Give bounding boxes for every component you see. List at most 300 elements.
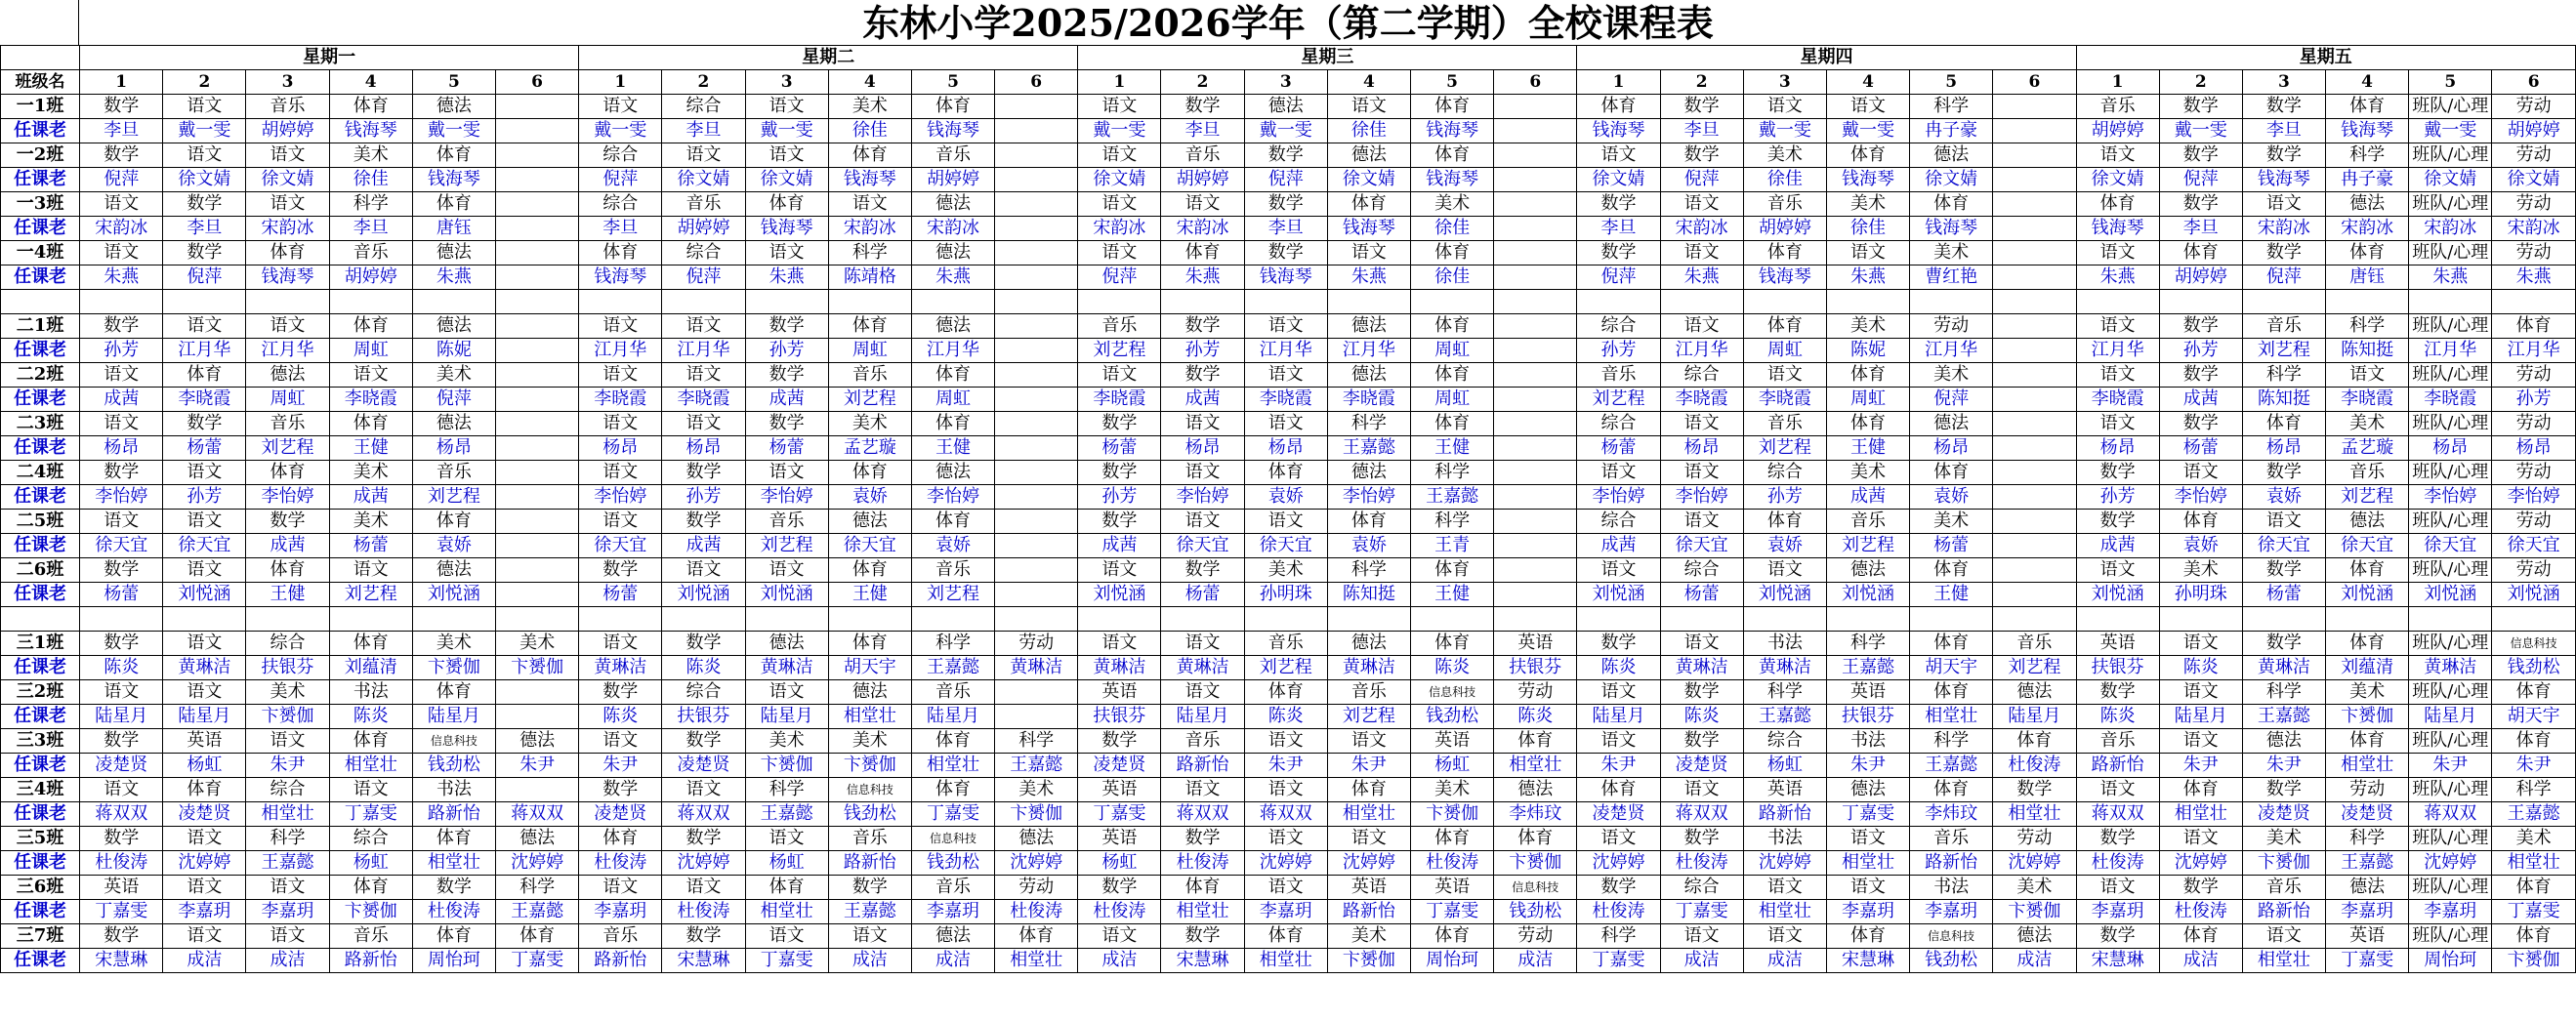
subject-cell: 数学 (1660, 680, 1743, 705)
subject-cell: 数学 (1660, 143, 1743, 168)
teacher-cell: 成茜 (1826, 485, 1909, 510)
blank-cell (1161, 290, 1244, 314)
teacher-cell: 蒋双双 (80, 802, 163, 827)
subject-cell: 体育 (329, 729, 412, 754)
teacher-cell: 凌楚贤 (80, 754, 163, 778)
class-name: 三5班 (1, 827, 80, 851)
teacher-cell: 卞赟伽 (1411, 802, 1494, 827)
subject-cell: 数学 (2242, 95, 2325, 119)
subject-cell: 语文 (579, 510, 662, 534)
subject-row (1, 95, 2576, 119)
subject-cell (1494, 95, 1577, 119)
class-name: 一1班 (1, 95, 80, 119)
subject-cell: 美术 (2326, 680, 2409, 705)
teacher-cell: 倪萍 (1078, 265, 1161, 290)
subject-cell (495, 143, 578, 168)
teacher-cell: 李晓霞 (662, 388, 745, 412)
teacher-cell: 江月华 (1660, 339, 1743, 363)
teacher-cell (995, 339, 1078, 363)
teacher-cell: 朱燕 (80, 265, 163, 290)
subject-cell: 体育 (329, 314, 412, 339)
subject-cell: 德法 (1327, 143, 1410, 168)
teacher-cell: 杨昂 (662, 436, 745, 461)
subject-cell: 德法 (412, 241, 495, 265)
teacher-cell: 徐天宜 (579, 534, 662, 558)
subject-cell: 书法 (1743, 827, 1826, 851)
period-number: 6 (1494, 70, 1577, 95)
subject-cell: 体育 (329, 632, 412, 656)
blank-cell (745, 607, 828, 632)
teacher-cell: 王健 (911, 436, 994, 461)
subject-cell: 音乐 (1910, 827, 1993, 851)
teacher-cell: 钱劲松 (2492, 656, 2576, 680)
period-number: 3 (1244, 70, 1327, 95)
subject-cell: 英语 (1826, 680, 1909, 705)
teacher-cell: 成茜 (2076, 534, 2159, 558)
blank-cell (1078, 607, 1161, 632)
subject-cell: 体育 (1327, 192, 1410, 217)
subject-cell: 音乐 (911, 680, 994, 705)
subject-cell: 科学 (1577, 924, 1660, 949)
subject-cell: 劳动 (2492, 412, 2576, 436)
teacher-cell: 成洁 (911, 949, 994, 973)
subject-cell: 语文 (1161, 192, 1244, 217)
teacher-cell: 刘艺程 (1078, 339, 1161, 363)
teacher-cell: 王嘉懿 (911, 656, 994, 680)
subject-cell: 数学 (2076, 510, 2159, 534)
teacher-cell: 李嘉玥 (1910, 900, 1993, 924)
teacher-cell: 李晓霞 (1743, 388, 1826, 412)
teacher-cell: 宋韵冰 (2409, 217, 2492, 241)
subject-cell: 语文 (1660, 461, 1743, 485)
subject-cell: 语文 (1743, 558, 1826, 583)
subject-cell: 语文 (1327, 241, 1410, 265)
class-name: 三1班 (1, 632, 80, 656)
subject-row (1, 778, 2576, 802)
subject-cell: 体育 (2492, 680, 2576, 705)
subject-cell: 语文 (246, 924, 329, 949)
teacher-cell (495, 436, 578, 461)
teacher-cell: 宋韵冰 (1660, 217, 1743, 241)
subject-cell: 德法 (412, 558, 495, 583)
teacher-cell (1494, 119, 1577, 143)
subject-cell: 英语 (163, 729, 246, 754)
teacher-cell: 王健 (1411, 583, 1494, 607)
subject-cell: 语文 (2242, 924, 2325, 949)
teacher-cell: 成洁 (1993, 949, 2076, 973)
teacher-cell: 钱劲松 (1494, 900, 1577, 924)
blank-cell (1826, 290, 1909, 314)
teacher-row (1, 217, 2576, 241)
blank-cell (1577, 607, 1660, 632)
subject-cell: 体育 (246, 241, 329, 265)
teacher-cell: 杨虹 (1743, 754, 1826, 778)
teacher-cell: 徐文婧 (1078, 168, 1161, 192)
teacher-cell: 倪萍 (1910, 388, 1993, 412)
teacher-cell: 李旦 (1577, 217, 1660, 241)
teacher-cell: 朱燕 (412, 265, 495, 290)
subject-cell: 班队/心理 (2409, 314, 2492, 339)
blank-cell (1411, 607, 1494, 632)
subject-cell: 美术 (1993, 876, 2076, 900)
subject-cell: 综合 (579, 143, 662, 168)
teacher-cell: 徐佳 (329, 168, 412, 192)
teacher-cell: 朱尹 (1327, 754, 1410, 778)
subject-cell: 数学 (1244, 241, 1327, 265)
teacher-cell: 杨虹 (745, 851, 828, 876)
teacher-cell (1993, 583, 2076, 607)
subject-cell: 数学 (662, 924, 745, 949)
subject-cell: 体育 (1910, 192, 1993, 217)
subject-cell: 数学 (1244, 143, 1327, 168)
blank-cell (1, 290, 80, 314)
blank-separator-row (1, 607, 2576, 632)
blank-cell (1660, 607, 1743, 632)
teacher-cell: 李嘉玥 (911, 900, 994, 924)
subject-cell: 语文 (246, 876, 329, 900)
teacher-cell: 蒋双双 (495, 802, 578, 827)
subject-cell: 德法 (1826, 778, 1909, 802)
subject-cell: 数学 (2242, 461, 2325, 485)
subject-cell (995, 241, 1078, 265)
subject-cell: 数学 (2076, 827, 2159, 851)
teacher-cell: 王嘉懿 (828, 900, 911, 924)
teacher-label: 任课老 (1, 534, 80, 558)
teacher-cell: 刘艺程 (1743, 436, 1826, 461)
subject-row (1, 632, 2576, 656)
teacher-cell: 朱燕 (911, 265, 994, 290)
subject-cell: 音乐 (2326, 461, 2409, 485)
teacher-cell: 钱劲松 (1910, 949, 1993, 973)
subject-cell: 体育 (911, 363, 994, 388)
subject-cell: 体育 (1577, 778, 1660, 802)
subject-row (1, 192, 2576, 217)
teacher-cell: 李嘉玥 (579, 900, 662, 924)
teacher-cell: 杨蕾 (1660, 583, 1743, 607)
blank-cell (1, 607, 80, 632)
teacher-cell: 戴一雯 (2409, 119, 2492, 143)
teacher-cell: 刘艺程 (1577, 388, 1660, 412)
teacher-cell (995, 583, 1078, 607)
teacher-cell: 倪萍 (80, 168, 163, 192)
teacher-cell: 朱尹 (246, 754, 329, 778)
teacher-cell: 宋韵冰 (1078, 217, 1161, 241)
subject-cell: 德法 (2326, 192, 2409, 217)
day-header: 星期五 (2076, 46, 2576, 70)
subject-cell: 体育 (1743, 314, 1826, 339)
subject-cell: 语文 (2076, 412, 2159, 436)
teacher-cell: 杨昂 (579, 436, 662, 461)
subject-cell: 美术 (1910, 510, 1993, 534)
subject-cell: 音乐 (2076, 729, 2159, 754)
subject-cell: 语文 (579, 876, 662, 900)
blank-cell (1660, 290, 1743, 314)
subject-cell (495, 95, 578, 119)
subject-cell: 科学 (1910, 95, 1993, 119)
day-header: 星期四 (1577, 46, 2076, 70)
subject-cell: 数学 (2076, 461, 2159, 485)
teacher-cell: 宋韵冰 (828, 217, 911, 241)
teacher-cell: 杨蕾 (745, 436, 828, 461)
subject-cell: 数学 (2242, 143, 2325, 168)
teacher-cell: 丁嘉雯 (1826, 802, 1909, 827)
teacher-cell: 路新怡 (579, 949, 662, 973)
teacher-cell: 陈知挺 (2326, 339, 2409, 363)
subject-cell: 美术 (2159, 558, 2242, 583)
teacher-cell: 唐钰 (412, 217, 495, 241)
subject-cell (1993, 143, 2076, 168)
blank-cell (1244, 607, 1327, 632)
subject-cell: 体育 (412, 827, 495, 851)
teacher-cell: 徐天宜 (2242, 534, 2325, 558)
subject-cell: 综合 (662, 95, 745, 119)
blank-cell (828, 290, 911, 314)
teacher-cell (495, 388, 578, 412)
period-number: 4 (1826, 70, 1909, 95)
period-number: 4 (1327, 70, 1410, 95)
teacher-label: 任课老 (1, 705, 80, 729)
subject-cell: 德法 (246, 363, 329, 388)
teacher-cell: 陈炎 (2076, 705, 2159, 729)
teacher-cell: 陈炎 (1577, 656, 1660, 680)
subject-cell: 语文 (745, 680, 828, 705)
subject-cell: 美术 (495, 632, 578, 656)
teacher-cell: 孙芳 (80, 339, 163, 363)
teacher-cell: 徐天宜 (1660, 534, 1743, 558)
blank-cell (579, 607, 662, 632)
subject-cell: 数学 (1078, 729, 1161, 754)
teacher-cell: 成茜 (80, 388, 163, 412)
subject-cell: 体育 (995, 924, 1078, 949)
teacher-label: 任课老 (1, 802, 80, 827)
teacher-cell: 黄琳洁 (579, 656, 662, 680)
teacher-cell: 宋韵冰 (2242, 217, 2325, 241)
teacher-cell (1494, 388, 1577, 412)
subject-cell (995, 558, 1078, 583)
subject-cell: 数学 (1161, 827, 1244, 851)
teacher-cell: 丁嘉雯 (329, 802, 412, 827)
teacher-cell: 杨昂 (1660, 436, 1743, 461)
teacher-cell: 王嘉懿 (1411, 485, 1494, 510)
subject-cell: 数学 (662, 729, 745, 754)
subject-cell (995, 680, 1078, 705)
subject-cell: 劳动 (2492, 461, 2576, 485)
subject-cell: 语文 (1078, 924, 1161, 949)
subject-cell: 信息科技 (1910, 924, 1993, 949)
subject-cell: 数学 (662, 827, 745, 851)
period-number: 5 (1910, 70, 1993, 95)
teacher-cell: 周怡珂 (1411, 949, 1494, 973)
teacher-cell: 朱燕 (1826, 265, 1909, 290)
subject-cell: 语文 (1577, 729, 1660, 754)
class-name: 一4班 (1, 241, 80, 265)
subject-cell: 体育 (2492, 924, 2576, 949)
subject-cell: 科学 (1327, 558, 1410, 583)
teacher-cell: 徐文婧 (1577, 168, 1660, 192)
subject-cell: 美术 (1244, 558, 1327, 583)
teacher-cell: 成茜 (662, 534, 745, 558)
blank-cell (2159, 290, 2242, 314)
subject-cell: 美术 (828, 729, 911, 754)
subject-cell: 劳动 (2492, 143, 2576, 168)
teacher-cell (995, 388, 1078, 412)
teacher-cell: 丁嘉雯 (80, 900, 163, 924)
subject-cell: 数学 (2159, 314, 2242, 339)
subject-cell: 班队/心理 (2409, 192, 2492, 217)
teacher-cell: 孟艺璇 (2326, 436, 2409, 461)
teacher-cell (1494, 534, 1577, 558)
period-number: 4 (2326, 70, 2409, 95)
teacher-cell: 杨昂 (2242, 436, 2325, 461)
subject-cell (1993, 363, 2076, 388)
teacher-cell (995, 119, 1078, 143)
teacher-cell: 倪萍 (1577, 265, 1660, 290)
subject-cell (1993, 192, 2076, 217)
teacher-cell: 王嘉懿 (995, 754, 1078, 778)
teacher-label: 任课老 (1, 949, 80, 973)
teacher-cell: 江月华 (2076, 339, 2159, 363)
subject-cell: 语文 (1161, 412, 1244, 436)
teacher-cell: 李旦 (1660, 119, 1743, 143)
teacher-cell: 王嘉懿 (1327, 436, 1410, 461)
subject-cell: 美术 (246, 680, 329, 705)
teacher-cell: 相堂壮 (2242, 949, 2325, 973)
subject-cell: 体育 (1411, 632, 1494, 656)
blank-cell (163, 290, 246, 314)
teacher-cell (495, 217, 578, 241)
subject-cell: 音乐 (745, 510, 828, 534)
teacher-cell: 杨昂 (80, 436, 163, 461)
teacher-cell: 丁嘉雯 (2492, 900, 2576, 924)
teacher-cell: 蒋双双 (1244, 802, 1327, 827)
subject-cell: 语文 (1244, 876, 1327, 900)
teacher-cell: 刘悦涵 (2326, 583, 2409, 607)
teacher-cell (1993, 168, 2076, 192)
subject-cell: 英语 (1411, 876, 1494, 900)
teacher-cell: 杜俊涛 (1078, 900, 1161, 924)
teacher-cell: 冉子豪 (2326, 168, 2409, 192)
teacher-cell: 戴一雯 (1743, 119, 1826, 143)
teacher-cell: 扶银芬 (1494, 656, 1577, 680)
teacher-cell: 袁娇 (2159, 534, 2242, 558)
subject-cell: 音乐 (1161, 143, 1244, 168)
subject-cell: 语文 (1577, 461, 1660, 485)
teacher-cell (1494, 583, 1577, 607)
teacher-cell: 朱燕 (2076, 265, 2159, 290)
teacher-row (1, 119, 2576, 143)
subject-cell (1494, 314, 1577, 339)
teacher-cell: 江月华 (579, 339, 662, 363)
subject-cell: 体育 (828, 143, 911, 168)
subject-cell: 体育 (2492, 729, 2576, 754)
teacher-cell: 李怡婷 (1660, 485, 1743, 510)
class-name: 二3班 (1, 412, 80, 436)
subject-cell: 美术 (2492, 827, 2576, 851)
subject-cell (495, 412, 578, 436)
subject-cell: 体育 (2326, 558, 2409, 583)
teacher-cell: 孙芳 (163, 485, 246, 510)
subject-cell: 信息科技 (1494, 876, 1577, 900)
subject-cell: 数学 (1078, 510, 1161, 534)
teacher-cell: 周虹 (329, 339, 412, 363)
teacher-cell: 钱劲松 (911, 851, 994, 876)
teacher-cell: 卞赟伽 (745, 754, 828, 778)
subject-cell: 班队/心理 (2409, 412, 2492, 436)
teacher-cell: 李嘉玥 (2326, 900, 2409, 924)
teacher-cell: 倪萍 (1660, 168, 1743, 192)
subject-cell: 科学 (911, 632, 994, 656)
subject-cell: 语文 (662, 314, 745, 339)
subject-cell (995, 192, 1078, 217)
subject-cell: 数学 (2242, 241, 2325, 265)
class-name: 一3班 (1, 192, 80, 217)
teacher-cell: 钱海琴 (579, 265, 662, 290)
blank-cell (2409, 607, 2492, 632)
period-number: 1 (1078, 70, 1161, 95)
teacher-cell: 李旦 (329, 217, 412, 241)
teacher-row (1, 168, 2576, 192)
teacher-cell: 宋韵冰 (246, 217, 329, 241)
teacher-label: 任课老 (1, 217, 80, 241)
teacher-cell: 蒋双双 (2409, 802, 2492, 827)
teacher-label: 任课老 (1, 388, 80, 412)
teacher-cell: 路新怡 (1327, 900, 1410, 924)
teacher-cell: 钱海琴 (911, 119, 994, 143)
teacher-cell: 朱尹 (2159, 754, 2242, 778)
teacher-cell: 王嘉懿 (1743, 705, 1826, 729)
subject-cell: 语文 (745, 827, 828, 851)
teacher-cell: 杨蕾 (1161, 583, 1244, 607)
subject-cell: 科学 (246, 827, 329, 851)
teacher-cell: 李晓霞 (329, 388, 412, 412)
subject-cell: 德法 (412, 95, 495, 119)
subject-row (1, 558, 2576, 583)
subject-cell: 语文 (1826, 241, 1909, 265)
teacher-cell: 路新怡 (1910, 851, 1993, 876)
teacher-cell: 陈炎 (662, 656, 745, 680)
teacher-cell: 李怡婷 (911, 485, 994, 510)
teacher-cell: 李怡婷 (2492, 485, 2576, 510)
blank-cell (745, 290, 828, 314)
subject-cell: 语文 (745, 461, 828, 485)
teacher-cell (995, 436, 1078, 461)
subject-cell (1494, 241, 1577, 265)
subject-cell: 体育 (1244, 680, 1327, 705)
blank-cell (1826, 607, 1909, 632)
subject-cell (995, 143, 1078, 168)
subject-row (1, 827, 2576, 851)
teacher-cell: 徐文婧 (1327, 168, 1410, 192)
subject-cell: 信息科技 (828, 778, 911, 802)
subject-cell (1494, 192, 1577, 217)
teacher-label: 任课老 (1, 119, 80, 143)
teacher-cell: 成茜 (1078, 534, 1161, 558)
subject-cell: 科学 (2492, 778, 2576, 802)
subject-cell: 德法 (911, 924, 994, 949)
subject-cell: 数学 (2159, 192, 2242, 217)
subject-cell: 语文 (1244, 510, 1327, 534)
teacher-cell: 徐天宜 (80, 534, 163, 558)
blank-cell (495, 290, 578, 314)
teacher-cell: 钱海琴 (2076, 217, 2159, 241)
teacher-cell: 袁娇 (2242, 485, 2325, 510)
subject-cell: 美术 (329, 143, 412, 168)
teacher-cell: 丁嘉雯 (1660, 900, 1743, 924)
subject-cell: 科学 (1411, 510, 1494, 534)
subject-cell: 科学 (1743, 680, 1826, 705)
subject-cell: 美术 (828, 95, 911, 119)
subject-cell: 语文 (1078, 192, 1161, 217)
